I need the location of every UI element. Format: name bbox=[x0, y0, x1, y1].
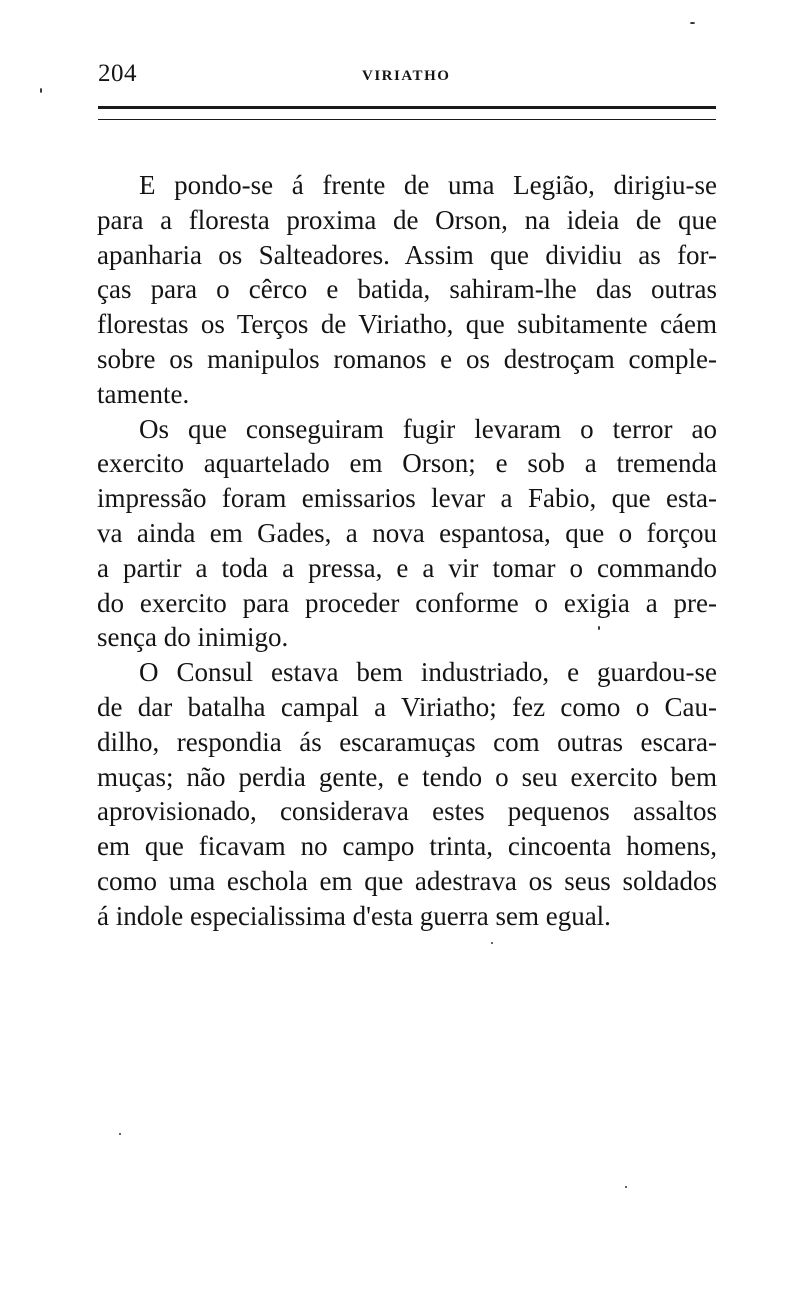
text-line: a partir a toda a pressa, e a vir tomar o commando bbox=[97, 552, 717, 583]
scan-speck bbox=[491, 942, 493, 944]
text-line: de dar batalha campal a Viriatho; fez como o Cau- bbox=[97, 691, 717, 722]
text-line: dilho, respondia ás escaramuças com outras escara- bbox=[97, 726, 717, 757]
text-line: muças; não perdia gente, e tendo o seu exercito bem bbox=[97, 761, 717, 792]
header-rule-thick bbox=[98, 106, 716, 109]
body-text bbox=[97, 168, 717, 934]
text-line: O Consul estava bem industriado, e guardou-se bbox=[139, 657, 717, 688]
paragraph-2 bbox=[97, 412, 717, 656]
header-rule-thin bbox=[98, 119, 716, 120]
scan-speck bbox=[625, 1186, 627, 1188]
text-line: ças para o cêrco e batida, sahiram-lhe das outras bbox=[97, 274, 717, 305]
scan-speck bbox=[690, 22, 695, 24]
scan-speck bbox=[40, 88, 42, 93]
paragraph-1 bbox=[97, 168, 717, 412]
text-line: exercito aquartelado em Orson; e sob a tremenda bbox=[97, 448, 717, 479]
text-line: va ainda em Gades, a nova espantosa, que o forçou bbox=[97, 517, 717, 548]
page-number: 204 bbox=[98, 60, 137, 87]
text-line: sobre os manipulos romanos e os destroçam comple- bbox=[97, 343, 717, 374]
text-line: apanharia os Salteadores. Assim que dividiu as for- bbox=[97, 239, 717, 270]
text-line: em que ficavam no campo trinta, cincoenta homens, bbox=[97, 831, 717, 862]
running-title: VIRIATHO bbox=[362, 68, 451, 84]
scan-speck bbox=[598, 626, 600, 630]
text-line: florestas os Terços de Viriatho, que subitamente cáem bbox=[97, 309, 717, 340]
text-line: Os que conseguiram fugir levaram o terror ao bbox=[139, 413, 717, 444]
text-line: sença do inimigo. bbox=[97, 622, 289, 653]
text-line: aprovisionado, considerava estes pequenos assaltos bbox=[97, 796, 717, 827]
paragraph-3 bbox=[97, 655, 717, 933]
text-line: para a floresta proxima de Orson, na ideia de que bbox=[97, 204, 717, 235]
text-line: como uma eschola em que adestrava os seus soldados bbox=[97, 865, 717, 896]
text-line: do exercito para proceder conforme o exigia a pre- bbox=[97, 587, 717, 618]
text-line: E pondo-se á frente de uma Legião, dirigiu-se bbox=[139, 170, 717, 200]
text-line: impressão foram emissarios levar a Fabio, que esta- bbox=[97, 483, 717, 514]
text-line: tamente. bbox=[97, 378, 190, 409]
text-line: á indole especialissima d'esta guerra sem egual. bbox=[97, 900, 611, 931]
scan-speck bbox=[119, 1133, 121, 1135]
